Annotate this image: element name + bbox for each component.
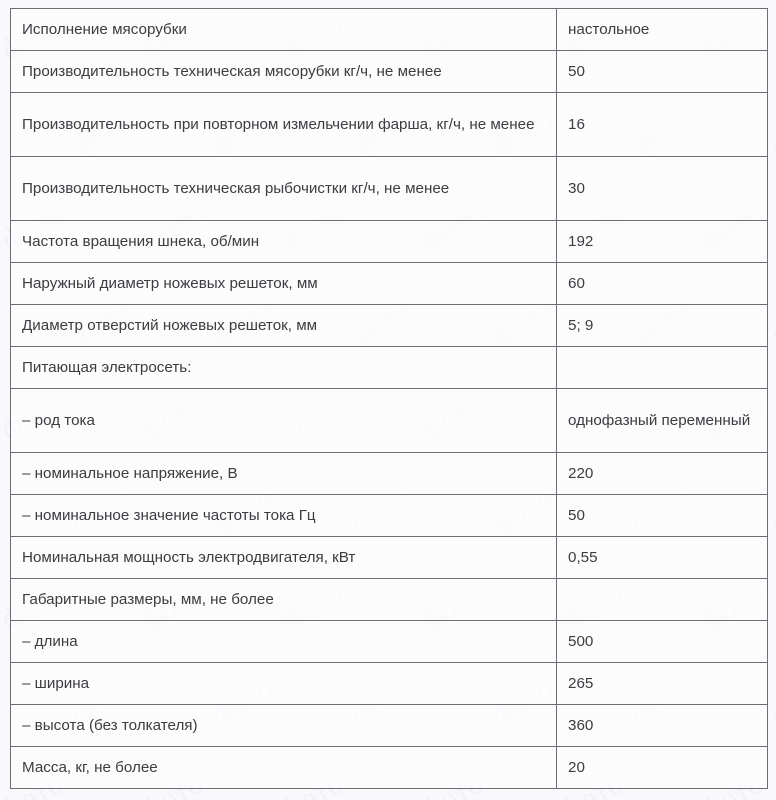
table-row: [11, 305, 768, 347]
parameter-cell: – длина: [11, 621, 557, 663]
table-row: [11, 157, 768, 221]
parameter-cell: Масса, кг, не более: [11, 747, 557, 789]
value-cell: 30: [557, 157, 768, 221]
table-row: [11, 747, 768, 789]
parameter-cell: Номинальная мощность электродвигателя, кВт: [11, 537, 557, 579]
parameter-cell: Производительность техническая рыбочистки кг/ч, не менее: [11, 157, 557, 221]
parameter-cell: Диаметр отверстий ножевых решеток, мм: [11, 305, 557, 347]
parameter-cell: Производительность техническая мясорубки кг/ч, не менее: [11, 51, 557, 93]
parameter-cell: – номинальное напряжение, В: [11, 453, 557, 495]
table-row: [11, 221, 768, 263]
parameter-cell: – высота (без толкателя): [11, 705, 557, 747]
table-row: [11, 263, 768, 305]
parameter-cell: Наружный диаметр ножевых решеток, мм: [11, 263, 557, 305]
parameter-cell: Питающая электросеть:: [11, 347, 557, 389]
table-row: [11, 495, 768, 537]
value-cell: 50: [557, 51, 768, 93]
specifications-table-body: [11, 9, 768, 789]
value-cell: 50: [557, 495, 768, 537]
table-row: [11, 453, 768, 495]
table-row: [11, 663, 768, 705]
value-cell: настольное: [557, 9, 768, 51]
value-cell: 500: [557, 621, 768, 663]
parameter-cell: – ширина: [11, 663, 557, 705]
table-row: [11, 537, 768, 579]
value-cell: 192: [557, 221, 768, 263]
value-cell: однофазный переменный: [557, 389, 768, 453]
value-cell: 220: [557, 453, 768, 495]
table-row: [11, 9, 768, 51]
table-row: [11, 621, 768, 663]
value-cell: 20: [557, 747, 768, 789]
parameter-cell: – род тока: [11, 389, 557, 453]
value-cell: [557, 579, 768, 621]
value-cell: 265: [557, 663, 768, 705]
parameter-cell: Частота вращения шнека, об/мин: [11, 221, 557, 263]
value-cell: 16: [557, 93, 768, 157]
parameter-cell: Производительность при повторном измельчении фарша, кг/ч, не менее: [11, 93, 557, 157]
table-row: [11, 93, 768, 157]
specifications-table: [10, 8, 768, 789]
value-cell: [557, 347, 768, 389]
table-row: [11, 705, 768, 747]
table-row: [11, 347, 768, 389]
value-cell: 0,55: [557, 537, 768, 579]
value-cell: 360: [557, 705, 768, 747]
table-row: [11, 389, 768, 453]
parameter-cell: – номинальное значение частоты тока Гц: [11, 495, 557, 537]
value-cell: 60: [557, 263, 768, 305]
value-cell: 5; 9: [557, 305, 768, 347]
parameter-cell: Габаритные размеры, мм, не более: [11, 579, 557, 621]
table-row: [11, 51, 768, 93]
specifications-table-container: [10, 8, 767, 789]
table-row: [11, 579, 768, 621]
parameter-cell: Исполнение мясорубки: [11, 9, 557, 51]
